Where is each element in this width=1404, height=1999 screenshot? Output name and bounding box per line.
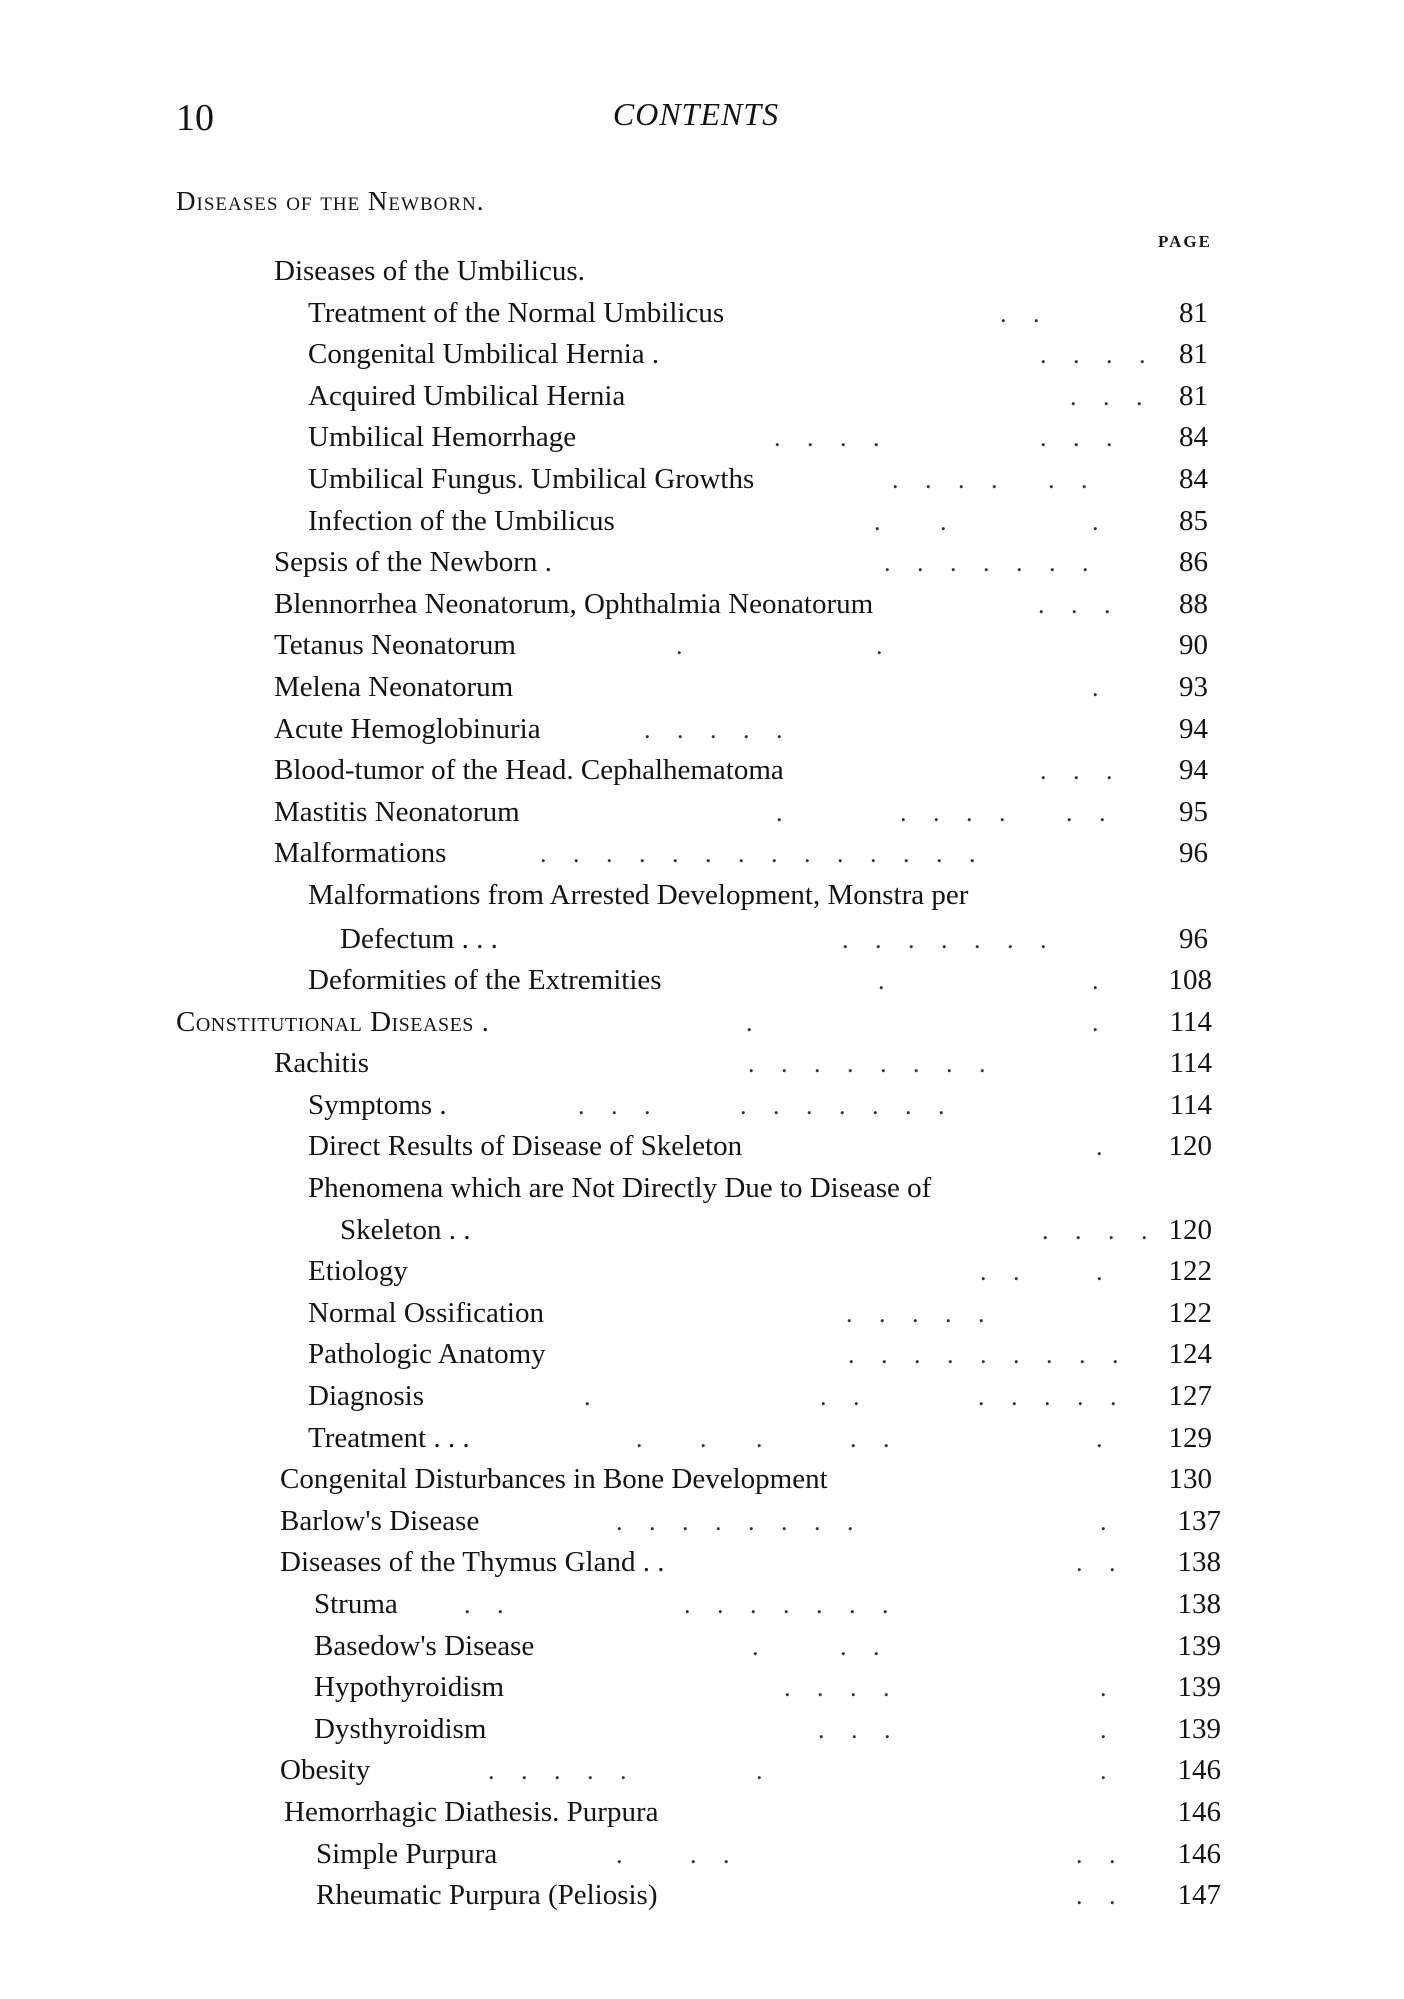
toc-entry-title: Infection of the Umbilicus bbox=[308, 504, 615, 537]
leader-dots: . . . . . . . . . bbox=[848, 1340, 1129, 1370]
toc-entry-page: 94 bbox=[1179, 754, 1208, 787]
toc-entry-page: 96 bbox=[1179, 922, 1208, 955]
toc-entry-page: 93 bbox=[1179, 670, 1208, 703]
toc-entry-title: Blood-tumor of the Head. Cephalhematoma bbox=[274, 754, 784, 787]
toc-entry bbox=[0, 709, 1404, 751]
leader-dots: . bbox=[1092, 1007, 1109, 1037]
toc-entry-page: 90 bbox=[1179, 629, 1208, 662]
leader-dots: . . . bbox=[818, 1714, 901, 1744]
leader-dots: . bbox=[756, 1756, 773, 1786]
toc-entry-title: Sepsis of the Newborn . bbox=[274, 546, 552, 579]
toc-entry bbox=[0, 1251, 1404, 1293]
toc-entry-page: 85 bbox=[1179, 504, 1208, 537]
leader-dots: . bbox=[1096, 1257, 1113, 1287]
leader-dots: . . . . . bbox=[978, 1382, 1127, 1412]
toc-entry bbox=[0, 875, 1404, 917]
toc-entry-title: Barlow's Disease bbox=[280, 1504, 480, 1537]
running-title: CONTENTS bbox=[612, 96, 780, 132]
page-number: 10 bbox=[176, 97, 214, 139]
toc-entry bbox=[0, 919, 1404, 961]
leader-dots: . bbox=[1100, 1673, 1117, 1703]
toc-entry-title: Melena Neonatorum bbox=[274, 670, 514, 703]
toc-entry bbox=[0, 1792, 1404, 1834]
toc-entry-page: 139 bbox=[1177, 1712, 1221, 1745]
leader-dots: . . . . . . . . . . . . . . bbox=[540, 839, 986, 869]
toc-entry-title: Diseases of the Thymus Gland . . bbox=[280, 1546, 665, 1579]
toc-entry bbox=[0, 1210, 1404, 1252]
leader-dots: . bbox=[876, 631, 893, 661]
toc-entry-title: Treatment of the Normal Umbilicus bbox=[308, 296, 725, 329]
toc-entry bbox=[0, 792, 1404, 834]
leader-dots: . . . . . . . bbox=[684, 1590, 899, 1619]
leader-dots: . bbox=[676, 631, 693, 661]
leader-dots: . . . . . . . bbox=[740, 1090, 955, 1120]
toc-entry-title: Simple Purpura bbox=[316, 1837, 498, 1870]
toc-entry-title: Umbilical Fungus. Umbilical Growths bbox=[308, 462, 755, 495]
toc-entry bbox=[0, 334, 1404, 376]
toc-entry-page: 146 bbox=[1177, 1837, 1221, 1870]
toc-entry-title: Tetanus Neonatorum bbox=[274, 629, 516, 662]
toc-entry-title: Malformations from Arrested Development, Monstra per bbox=[308, 878, 969, 911]
toc-entry-title: Acquired Umbilical Hernia bbox=[308, 379, 626, 412]
toc-entry-page: 120 bbox=[1168, 1130, 1212, 1163]
toc-entry-page: 114 bbox=[1169, 1088, 1212, 1121]
leader-dots: . bbox=[636, 1423, 653, 1453]
page-header bbox=[176, 96, 1220, 144]
leader-dots: . bbox=[616, 1839, 633, 1869]
toc-entry-title: Congenital Disturbances in Bone Development bbox=[280, 1463, 828, 1496]
leader-dots: . . . . . . . . bbox=[616, 1506, 864, 1536]
toc-entry-page: 124 bbox=[1168, 1338, 1212, 1371]
leader-dots: . . . . bbox=[900, 797, 1016, 827]
toc-entry bbox=[0, 1043, 1404, 1085]
leader-dots: . . bbox=[1000, 298, 1050, 328]
leader-dots: . bbox=[878, 966, 895, 996]
toc-entry-title: Skeleton . . bbox=[340, 1213, 471, 1246]
leader-dots: . bbox=[1092, 966, 1109, 996]
toc-entry-title: Malformations bbox=[274, 837, 447, 870]
toc-entry bbox=[0, 625, 1404, 667]
toc-entry-title: Etiology bbox=[308, 1255, 408, 1288]
toc-entry-title: Rachitis bbox=[274, 1047, 370, 1080]
toc-entry-title: Treatment . . . bbox=[308, 1421, 470, 1454]
toc-entry-page: 114 bbox=[1169, 1047, 1212, 1080]
toc-entry bbox=[0, 542, 1404, 584]
leader-dots: . bbox=[874, 506, 891, 536]
leader-dots: . . . . . bbox=[846, 1298, 995, 1328]
toc-entry bbox=[0, 417, 1404, 459]
toc-entry bbox=[0, 667, 1404, 709]
table-of-contents bbox=[0, 251, 1404, 1917]
toc-entry-title: Pathologic Anatomy bbox=[308, 1338, 546, 1371]
leader-dots: . bbox=[1092, 506, 1109, 536]
leader-dots: . bbox=[756, 1423, 773, 1453]
toc-entry-page: 130 bbox=[1168, 1463, 1212, 1496]
leader-dots: . bbox=[1096, 1423, 1113, 1453]
toc-entry bbox=[0, 1459, 1404, 1501]
toc-entry bbox=[0, 750, 1404, 792]
leader-dots: . . . . . bbox=[644, 714, 793, 744]
leader-dots: . bbox=[700, 1423, 717, 1453]
toc-entry-title: Diseases of the Umbilicus. bbox=[274, 255, 585, 287]
toc-entry bbox=[0, 1750, 1404, 1792]
toc-entry-page: 94 bbox=[1179, 712, 1208, 745]
toc-entry-page: 138 bbox=[1177, 1546, 1221, 1579]
leader-dots: . bbox=[1100, 1506, 1117, 1536]
toc-entry-title: Obesity bbox=[280, 1754, 371, 1787]
toc-entry bbox=[0, 251, 1404, 293]
toc-entry-title: Dysthyroidism bbox=[314, 1712, 487, 1745]
leader-dots: . . bbox=[980, 1257, 1030, 1287]
leader-dots: . . bbox=[1048, 464, 1098, 494]
toc-entry-title: Diagnosis bbox=[308, 1380, 424, 1413]
toc-entry-page: 127 bbox=[1168, 1380, 1212, 1413]
toc-entry bbox=[0, 1875, 1404, 1917]
toc-entry bbox=[0, 1334, 1404, 1376]
toc-entry-title: Mastitis Neonatorum bbox=[274, 795, 520, 828]
toc-entry-title: Direct Results of Disease of Skeleton bbox=[308, 1130, 743, 1163]
leader-dots: . bbox=[752, 1631, 769, 1661]
leader-dots: . . . . bbox=[1042, 1215, 1158, 1245]
toc-entry bbox=[0, 1501, 1404, 1543]
toc-entry-page: 88 bbox=[1179, 587, 1208, 620]
toc-entry-page: 84 bbox=[1179, 421, 1208, 454]
toc-entry-page: 81 bbox=[1179, 296, 1208, 329]
toc-entry bbox=[0, 1126, 1404, 1168]
leader-dots: . bbox=[746, 1007, 763, 1037]
toc-entry-page: 129 bbox=[1168, 1421, 1212, 1454]
toc-entry-page: 147 bbox=[1177, 1879, 1221, 1912]
toc-entry-title: Struma bbox=[314, 1588, 398, 1620]
toc-entry-title: Blennorrhea Neonatorum, Ophthalmia Neonatorum bbox=[274, 587, 874, 620]
toc-entry bbox=[0, 1293, 1404, 1335]
toc-entry-page: 122 bbox=[1168, 1255, 1212, 1288]
leader-dots: . . bbox=[464, 1590, 514, 1619]
toc-entry-title: Basedow's Disease bbox=[314, 1629, 535, 1662]
toc-entry bbox=[0, 960, 1404, 1002]
toc-entry-page: 96 bbox=[1179, 837, 1208, 870]
toc-entry-title: Umbilical Hemorrhage bbox=[308, 421, 577, 454]
leader-dots: . . bbox=[690, 1839, 740, 1869]
leader-dots: . . bbox=[840, 1631, 890, 1661]
leader-dots: . . . . . . . bbox=[842, 924, 1057, 954]
toc-entry bbox=[0, 1002, 1404, 1044]
leader-dots: . bbox=[940, 506, 957, 536]
toc-entry-title: Rheumatic Purpura (Peliosis) bbox=[316, 1879, 658, 1912]
toc-entry-page: 114 bbox=[1169, 1005, 1212, 1038]
toc-entry-title: Normal Ossification bbox=[308, 1296, 544, 1329]
toc-entry-page: 146 bbox=[1177, 1795, 1221, 1828]
leader-dots: . . . . bbox=[774, 423, 890, 453]
leader-dots: . . bbox=[1076, 1881, 1126, 1911]
toc-entry-page: 84 bbox=[1179, 462, 1208, 495]
leader-dots: . . . . . . . bbox=[884, 548, 1099, 578]
leader-dots: . . . . bbox=[1040, 340, 1156, 370]
toc-entry bbox=[0, 1418, 1404, 1460]
toc-entry-title: Congenital Umbilical Hernia . bbox=[308, 338, 660, 371]
toc-entry-title: Phenomena which are Not Directly Due to Disease of bbox=[308, 1172, 932, 1205]
leader-dots: . bbox=[1092, 672, 1109, 702]
section-heading: Diseases of the Newborn. bbox=[176, 186, 485, 216]
toc-entry bbox=[0, 376, 1404, 418]
toc-entry bbox=[0, 1168, 1404, 1210]
leader-dots: . . . bbox=[1070, 381, 1153, 411]
leader-dots: . . . bbox=[1040, 756, 1123, 786]
toc-entry bbox=[0, 1376, 1404, 1418]
toc-entry-page: 81 bbox=[1179, 379, 1208, 412]
leader-dots: . . bbox=[1076, 1548, 1126, 1578]
toc-entry-page: 139 bbox=[1177, 1671, 1221, 1704]
leader-dots: . bbox=[1100, 1756, 1117, 1786]
toc-entry-page: 120 bbox=[1168, 1213, 1212, 1246]
leader-dots: . bbox=[776, 797, 793, 827]
toc-entry bbox=[0, 1626, 1404, 1668]
toc-entry-title: Defectum . . . bbox=[340, 922, 498, 955]
toc-entry-title: Deformities of the Extremities bbox=[308, 964, 662, 997]
toc-entry bbox=[0, 293, 1404, 335]
toc-entry bbox=[0, 1834, 1404, 1876]
toc-entry-title: Constitutional Diseases . bbox=[176, 1005, 490, 1038]
toc-entry bbox=[0, 1667, 1404, 1709]
leader-dots: . . . . . . . . bbox=[748, 1049, 996, 1079]
toc-entry bbox=[0, 1542, 1404, 1584]
leader-dots: . . . bbox=[1038, 589, 1121, 619]
toc-entry bbox=[0, 501, 1404, 543]
toc-entry-page: 122 bbox=[1168, 1296, 1212, 1329]
toc-entry-page: 108 bbox=[1168, 964, 1212, 997]
leader-dots: . . bbox=[1076, 1839, 1126, 1869]
leader-dots: . . bbox=[820, 1382, 870, 1412]
toc-entry-title: Hypothyroidism bbox=[314, 1671, 505, 1704]
leader-dots: . . bbox=[1066, 797, 1116, 827]
leader-dots: . bbox=[584, 1382, 601, 1412]
toc-entry-page: 146 bbox=[1177, 1754, 1221, 1787]
toc-entry bbox=[0, 584, 1404, 626]
toc-entry bbox=[0, 833, 1404, 875]
toc-entry-page: 138 bbox=[1177, 1588, 1221, 1620]
toc-entry-page: 139 bbox=[1177, 1629, 1221, 1662]
toc-entry-page: 137 bbox=[1177, 1504, 1221, 1537]
toc-entry-title: Symptoms . bbox=[308, 1088, 447, 1121]
toc-entry bbox=[0, 1085, 1404, 1127]
toc-entry bbox=[0, 1709, 1404, 1751]
page-column-label: PAGE bbox=[1158, 232, 1212, 251]
toc-entry-page: 86 bbox=[1179, 546, 1208, 579]
leader-dots: . . . bbox=[578, 1090, 661, 1120]
toc-entry-page: 81 bbox=[1179, 338, 1208, 371]
leader-dots: . . bbox=[850, 1423, 900, 1453]
leader-dots: . . . . bbox=[784, 1673, 900, 1703]
leader-dots: . bbox=[1096, 1132, 1113, 1162]
leader-dots: . . . bbox=[1040, 423, 1123, 453]
leader-dots: . . . . bbox=[892, 464, 1008, 494]
toc-entry bbox=[0, 1584, 1404, 1626]
toc-entry-title: Acute Hemoglobinuria bbox=[274, 712, 541, 745]
toc-entry-title: Hemorrhagic Diathesis. Purpura bbox=[284, 1795, 659, 1828]
toc-entry bbox=[0, 459, 1404, 501]
toc-entry-page: 95 bbox=[1179, 795, 1208, 828]
leader-dots: . . . . . bbox=[488, 1756, 637, 1786]
leader-dots: . bbox=[1100, 1714, 1117, 1744]
